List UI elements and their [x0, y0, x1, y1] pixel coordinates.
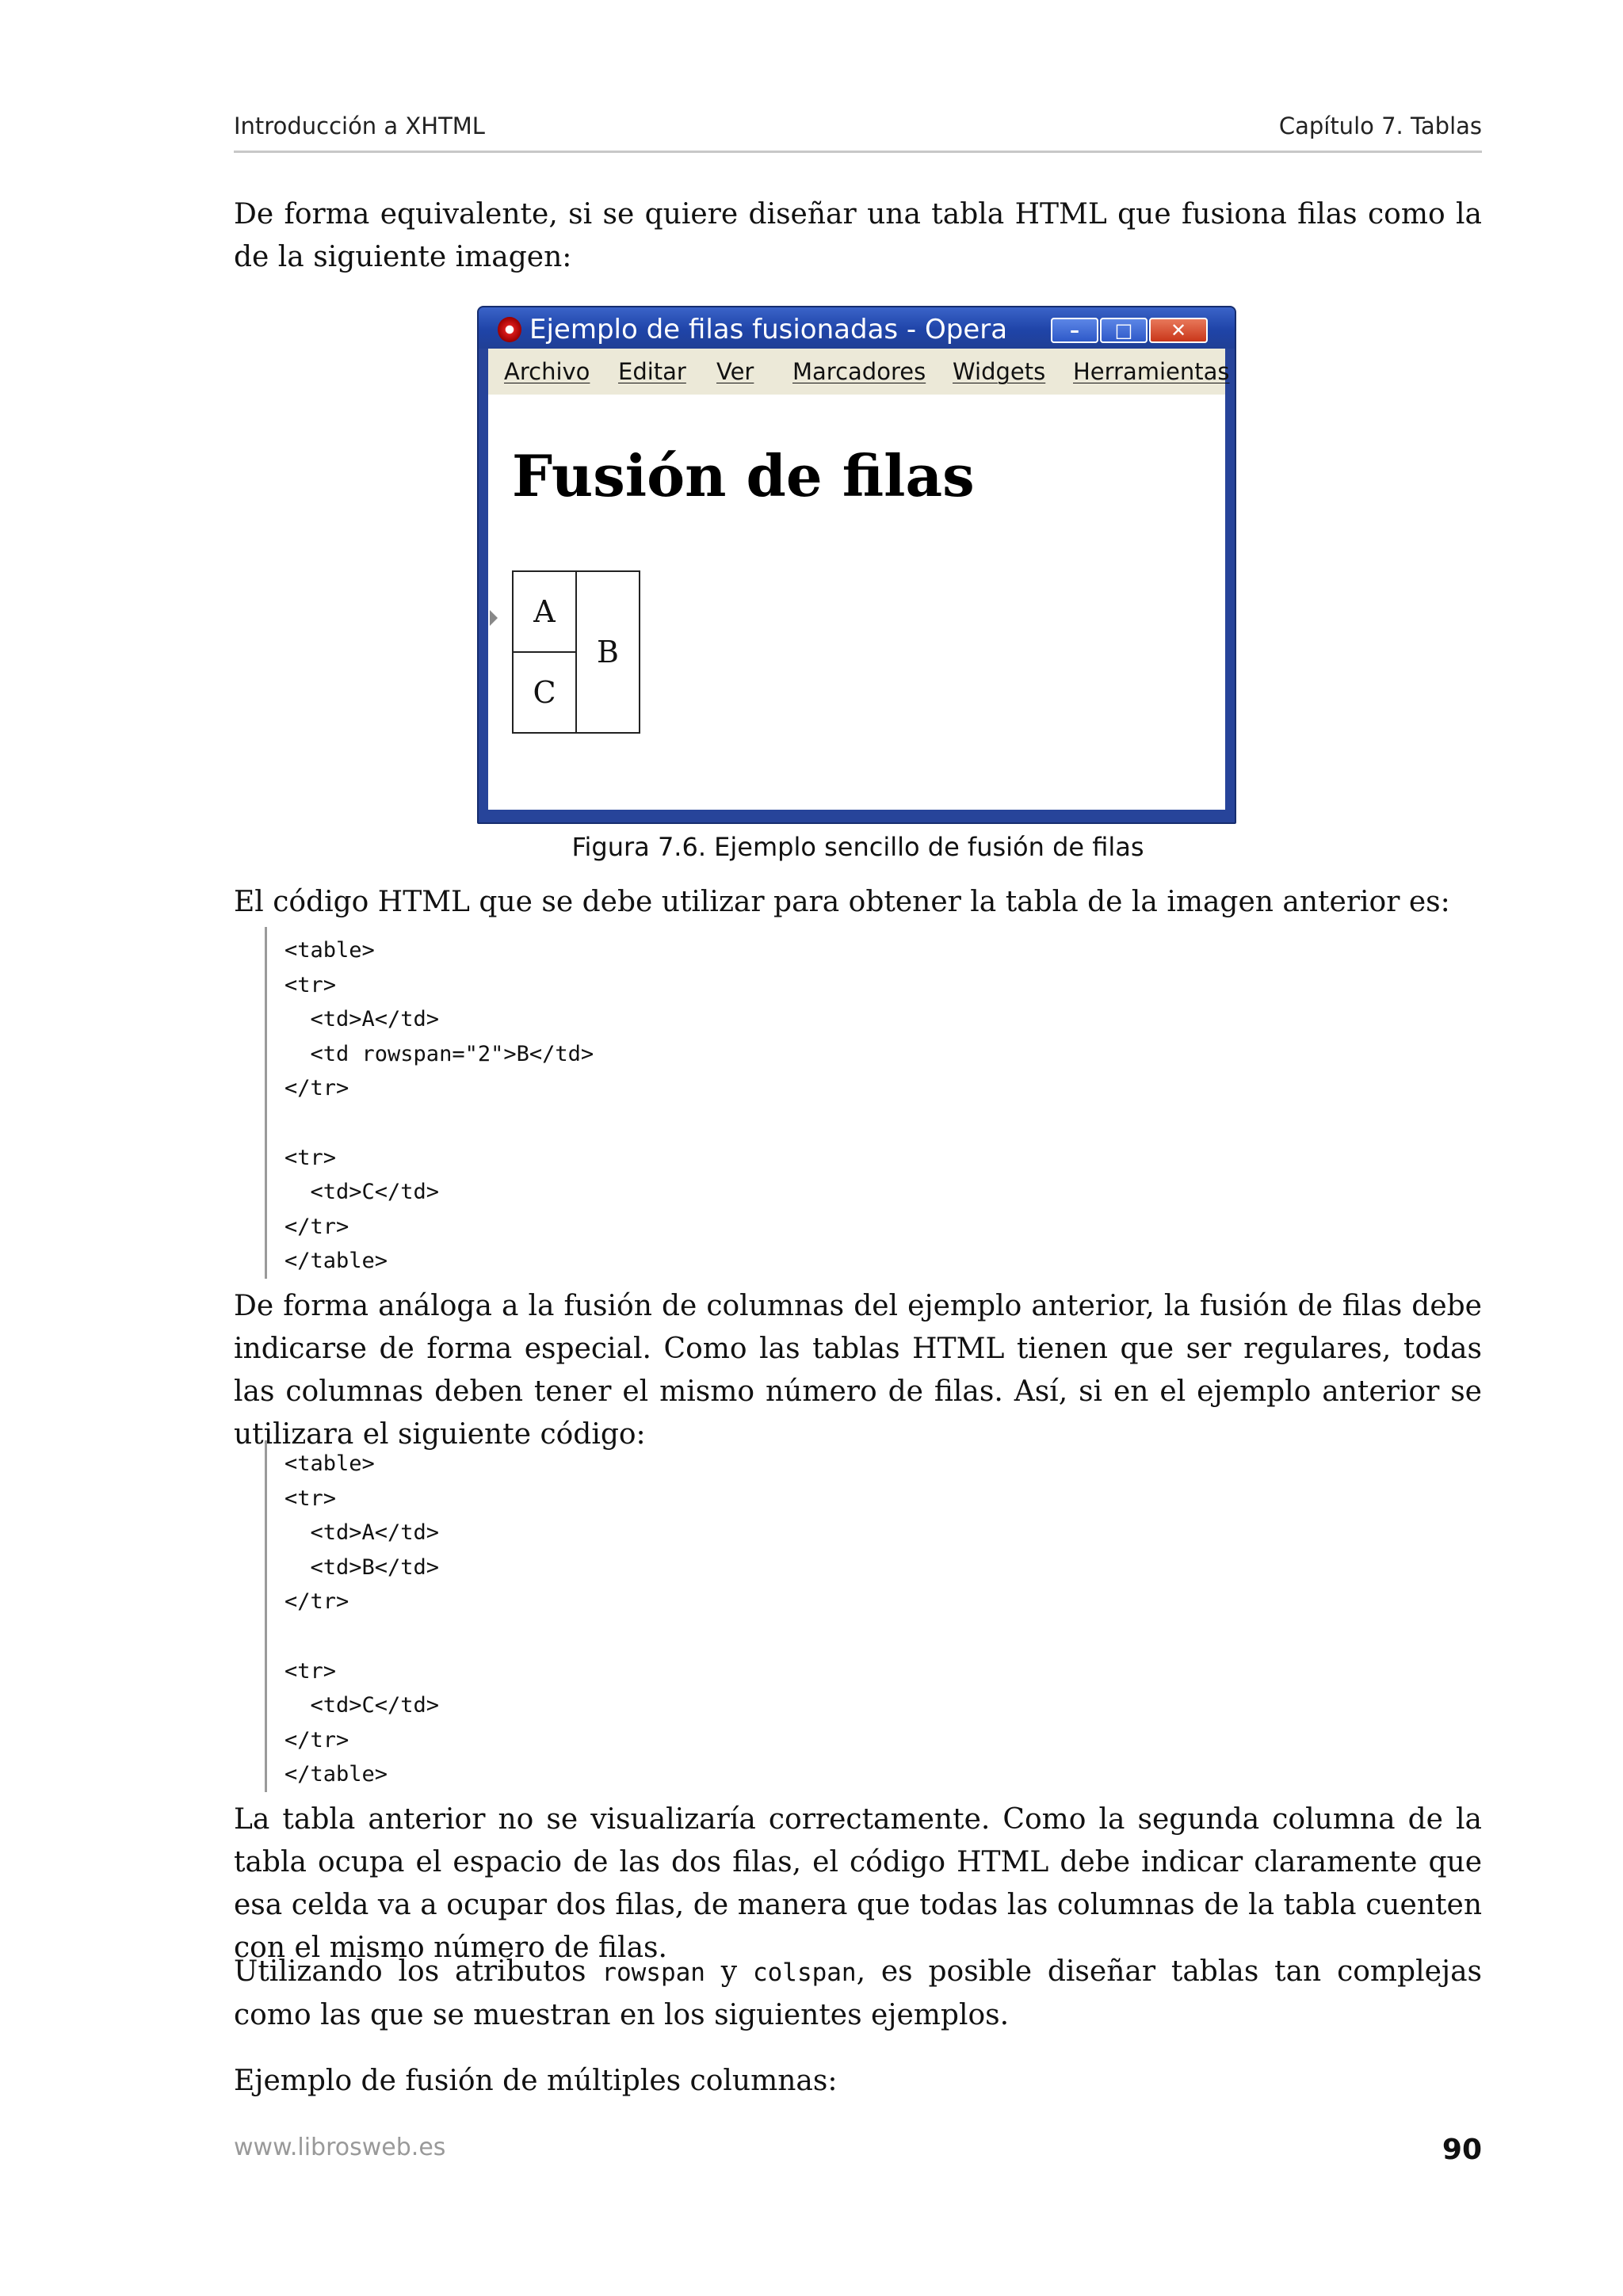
figure-heading: Fusión de filas	[512, 442, 975, 509]
header-chapter-title: Capítulo 7. Tablas	[1278, 113, 1482, 139]
paragraph-intro: De forma equivalente, si se quiere diseñar una tabla HTML que fusiona filas como la de la siguiente imagen:	[234, 198, 1482, 273]
inline-code-rowspan: rowspan	[601, 1958, 705, 1987]
window-content	[488, 395, 1225, 810]
caret-icon	[490, 610, 498, 626]
table-cell-c: C	[513, 652, 576, 733]
menu-item-editar: Editar	[618, 358, 686, 385]
page-number: 90	[1442, 2134, 1482, 2166]
figure-caption: Figura 7.6. Ejemplo sencillo de fusión de filas	[571, 832, 1144, 862]
code-block-rowspan: <table> <tr> <td>A</td> <td rowspan="2">B</td> </tr> <tr> <td>C</td> </tr> </table>	[265, 927, 1473, 1279]
close-icon: ✕	[1149, 318, 1208, 343]
running-header	[234, 113, 1482, 149]
window-title: Ejemplo de filas fusionadas - Opera	[529, 314, 1008, 345]
window-titlebar	[479, 307, 1235, 349]
code-block-irregular: <table> <tr> <td>A</td> <td>B</td> </tr> <tr> <td>C</td> </tr> </table>	[265, 1440, 1473, 1792]
menu-item-marcadores: Marcadores	[792, 358, 926, 385]
table-cell-a: A	[513, 571, 576, 652]
figure-demo-table	[512, 570, 640, 734]
paragraph-no-visualiza: La tabla anterior no se visualizaría correctamente. Como la segunda columna de la tabla ocupa el espacio de las dos filas, el código HTML debe indicar claramente que esa celda va a ocupar dos filas, de manera que todas las columnas de la tabla cuenten con el mismo número de filas.	[234, 1803, 1482, 1964]
opera-logo-icon	[498, 317, 521, 342]
figure-opera-window	[477, 306, 1236, 824]
paragraph-atributos	[234, 1951, 1482, 2037]
menu-item-widgets: Widgets	[953, 358, 1046, 385]
header-book-title: Introducción a XHTML	[234, 113, 485, 139]
text-fragment: y	[705, 1955, 753, 1988]
paragraph-code-intro: El código HTML que se debe utilizar para obtener la tabla de la imagen anterior es:	[234, 886, 1450, 918]
text-fragment: , es posible diseñar tablas tan complejas como las que se muestran en los siguientes ejemplos.	[234, 1955, 1483, 2031]
maximize-icon: □	[1100, 318, 1148, 343]
menu-item-ver: Ver	[716, 358, 754, 385]
menu-item-archivo: Archivo	[504, 358, 590, 385]
text-fragment: Utilizando los atributos	[234, 1955, 602, 1988]
inline-code-colspan: colspan	[752, 1958, 857, 1987]
paragraph-analoga: De forma análoga a la fusión de columnas del ejemplo anterior, la fusión de filas debe indicarse de forma especial. Como las tablas HTML tienen que ser regulares, todas las columnas deben tener el mismo número de filas. Así, si en el ejemplo anterior se utilizara el siguiente código:	[234, 1290, 1482, 1451]
header-divider	[234, 151, 1482, 153]
footer-site: www.librosweb.es	[234, 2134, 446, 2161]
table-cell-b: B	[576, 571, 640, 733]
minimize-icon: –	[1051, 318, 1098, 343]
paragraph-ejemplo: Ejemplo de fusión de múltiples columnas:	[234, 2065, 838, 2097]
menu-item-herramientas: Herramientas	[1073, 358, 1230, 385]
window-menubar	[488, 349, 1230, 395]
